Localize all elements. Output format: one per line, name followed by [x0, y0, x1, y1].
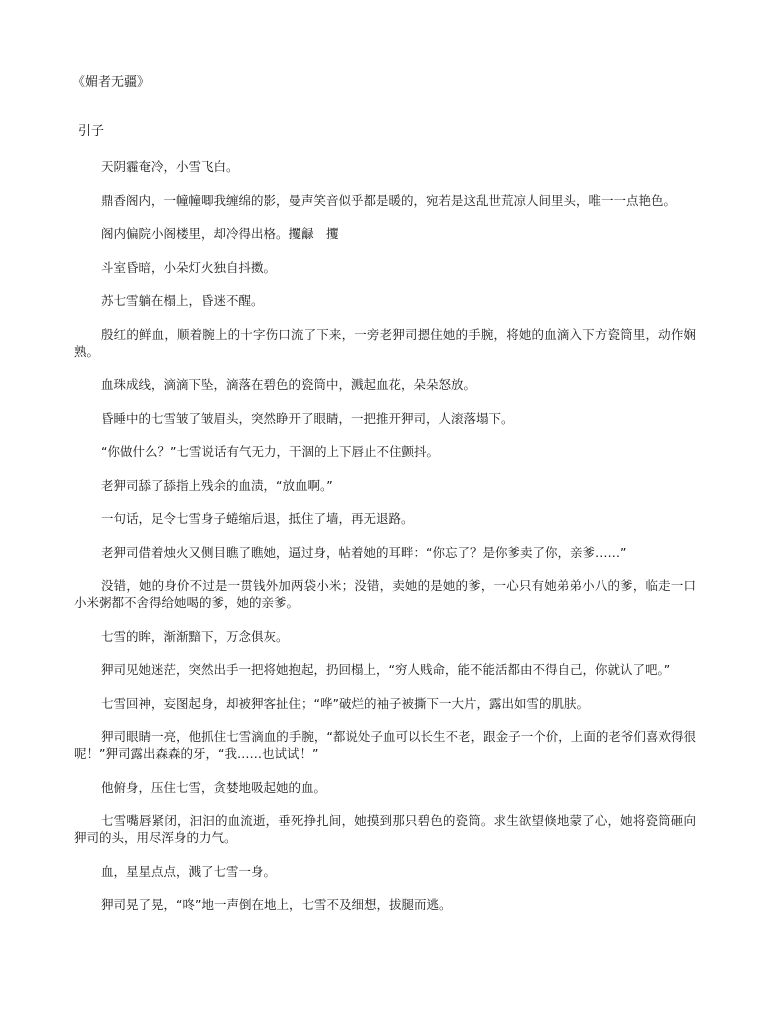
paragraph: 苏七雪躺在榻上，昏迷不醒。 — [101, 293, 264, 308]
paragraph: 老狎司舔了舔指上残余的血渍，“放血啊。” — [101, 477, 333, 493]
paragraph: 鼎香阁内，一幢幢唧我缠绵的影，曼声笑音似乎都是暖的，宛若是这乱世荒凉人间里头，唯一一点艳色。 — [101, 192, 677, 208]
paragraph: 七雪嘴唇紧闭，汩汩的血流逝，垂死挣扎间，她摸到那只碧色的瓷筒。求生欲望倏地蒙了心，她将瓷筒砸向狎司的头，用尽浑身的力气。 — [74, 813, 696, 845]
paragraph: 狎司见她迷茫，突然出手一把将她抱起，扔回榻上，“穷人贱命，能不能活都由不得自己，你就认了吧。” — [101, 662, 671, 677]
paragraph: 没错，她的身价不过是一贯钱外加两袋小米；没错，卖她的是她的爹，一心只有她弟弟小八的爹，临走一口小米粥都不舍得给她喝的爹，她的亲爹。 — [74, 578, 696, 610]
paragraph: 昏睡中的七雪皱了皱眉头，突然睁开了眼睛，一把推开狎司，人滚落塌下。 — [101, 410, 514, 426]
paragraph: 狎司晃了晃，“咚”地一声倒在地上，七雪不及细想，拔腿而逃。 — [101, 897, 452, 912]
book-title: 《媚者无疆》 — [72, 75, 151, 90]
paragraph: 天阴霾奄冷，小雪飞白。 — [101, 159, 239, 174]
paragraph: “你做什么？”七雪说话有气无力，干涸的上下唇止不住颤抖。 — [101, 444, 439, 459]
paragraph: 阁内偏院小阁楼里，却冷得出格。攫龣 攫 — [101, 226, 339, 241]
chapter-body — [74, 158, 696, 930]
paragraph: 血，星星点点，溅了七雪一身。 — [101, 863, 277, 879]
paragraph: 一句话，足令七雪身子蜷缩后退，抵住了墙，再无退路。 — [101, 511, 414, 526]
paragraph: 七雪回神，妄图起身，却被狎客扯住；“哗”破烂的袖子被撕下一大片，露出如雪的肌肤。 — [101, 695, 589, 711]
paragraph: 老狎司借着烛火又侧目瞧了瞧她，逼过身，帖着她的耳畔：“你忘了？是你爹卖了你，亲爹……” — [101, 544, 627, 560]
paragraph: 斗室昏暗，小朵灯火独自抖擞。 — [101, 259, 277, 275]
paragraph: 七雪的眸，渐渐黯下，万念俱灰。 — [101, 628, 289, 644]
chapter-title: 引子 — [78, 124, 105, 139]
paragraph: 他俯身，压住七雪，贪婪地吸起她的血。 — [101, 779, 327, 795]
paragraph: 狎司眼睛一亮，他抓住七雪滴血的手腕，“都说处子血可以长生不老，跟金子一个价，上面的老爷们喜欢得很呢！”狎司露出森森的牙，“我……也试试！” — [74, 729, 696, 761]
paragraph: 殷红的鲜血，顺着腕上的十字伤口流了下来，一旁老狎司摁住她的手腕，将她的血滴入下方瓷筒里，动作娴熟。 — [74, 326, 696, 359]
paragraph: 血珠成线，滴滴下坠，滴落在碧色的瓷筒中，溅起血花，朵朵怒放。 — [101, 377, 477, 392]
